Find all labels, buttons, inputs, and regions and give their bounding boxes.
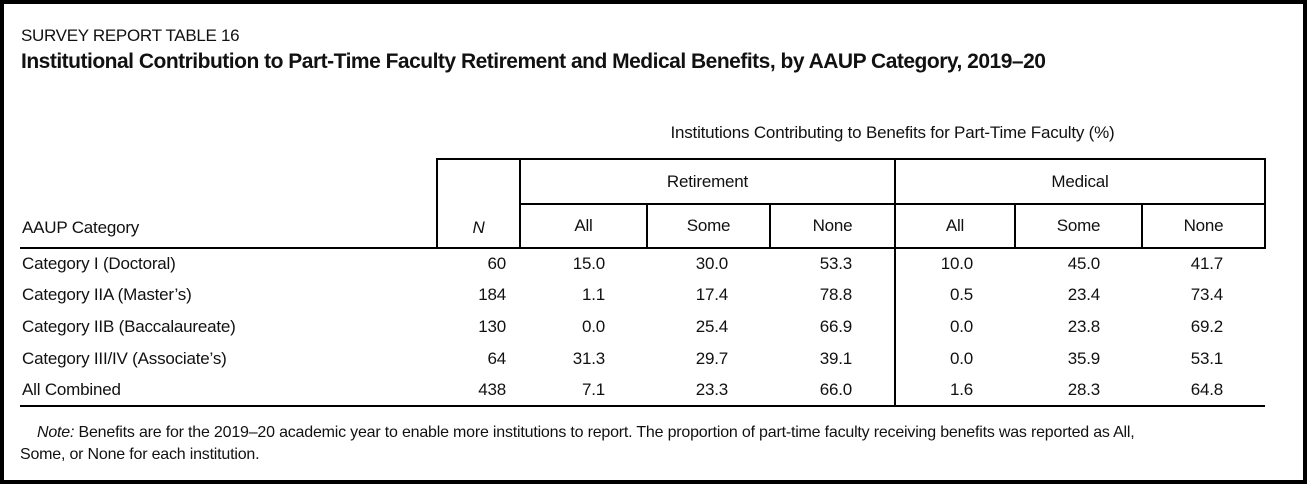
value-cell: 1.6 [895, 374, 1015, 406]
value-cell: 0.0 [895, 343, 1015, 375]
category-cell: Category III/IV (Associate’s) [22, 348, 227, 368]
table-row [20, 311, 1265, 343]
value-cell: 23.8 [1067, 316, 1100, 336]
table-caption: Institutions Contributing to Benefits for Part-Time Faculty (%) [670, 123, 1115, 142]
note-text: Benefits are for the 2019–20 academic year to enable more institutions to report. The proportion of part-time faculty receiving benefits was reported as All, Some, or None for each institution. [20, 424, 1135, 463]
table-row [20, 280, 1265, 312]
value-cell: 53.1 [1190, 348, 1224, 368]
value-cell: 29.7 [695, 348, 728, 368]
value-cell: 73.4 [1190, 285, 1224, 305]
value-cell: 66.0 [770, 374, 895, 406]
retirement-group-header: Retirement [520, 159, 895, 204]
table-row [20, 343, 1265, 375]
value-cell: 28.3 [1015, 374, 1142, 406]
retirement-none-header: None [770, 204, 895, 248]
value-cell: 78.8 [819, 285, 852, 305]
value-cell: 10.0 [895, 248, 1015, 280]
medical-group-header: Medical [895, 159, 1265, 204]
value-cell: 0.0 [895, 311, 1015, 343]
value-cell: 69.2 [1190, 316, 1224, 336]
n-cell: 438 [437, 374, 520, 406]
value-cell: 1.1 [581, 285, 605, 305]
category-cell: Category IIB (Baccalaureate) [22, 316, 236, 336]
medical-none-header: None [1142, 204, 1265, 248]
n-cell: 184 [478, 285, 506, 305]
benefits-table [20, 158, 1266, 407]
table-number-kicker: SURVEY REPORT TABLE 16 [21, 26, 240, 45]
value-cell: 15.0 [572, 254, 605, 274]
value-cell: 66.9 [819, 316, 852, 336]
category-cell: Category I (Doctoral) [22, 254, 176, 274]
value-cell: 30.0 [695, 254, 728, 274]
value-cell: 25.4 [695, 316, 728, 336]
table-body [20, 248, 1265, 406]
value-cell: 0.5 [895, 280, 1015, 312]
value-cell: 41.7 [1190, 254, 1224, 274]
n-cell: 60 [487, 254, 506, 274]
medical-some-header: Some [1015, 204, 1142, 248]
value-cell: 31.3 [572, 348, 605, 368]
category-column-header: AAUP Category [20, 159, 437, 248]
category-cell: Category IIA (Master’s) [22, 285, 192, 305]
value-cell: 23.4 [1067, 285, 1100, 305]
value-cell: 7.1 [520, 374, 647, 406]
medical-all-header: All [895, 204, 1015, 248]
value-cell: 53.3 [819, 254, 852, 274]
table-note [20, 422, 1170, 466]
value-cell: 0.0 [581, 316, 605, 336]
n-cell: 64 [487, 348, 506, 368]
retirement-all-header: All [520, 204, 647, 248]
group-header-row [20, 159, 1265, 204]
value-cell: 23.3 [647, 374, 770, 406]
value-cell: 39.1 [819, 348, 852, 368]
n-cell: 130 [478, 316, 506, 336]
note-label: Note: [37, 424, 75, 441]
category-cell: All Combined [20, 374, 437, 406]
page-title: Institutional Contribution to Part-Time Faculty Retirement and Medical Benefits, by AAUP Category, 2019–20 [21, 50, 1046, 73]
table-row [20, 374, 1265, 406]
value-cell: 17.4 [695, 285, 728, 305]
n-column-header: N [437, 159, 520, 248]
value-cell: 35.9 [1067, 348, 1100, 368]
value-cell: 45.0 [1067, 254, 1100, 274]
table-row [20, 248, 1265, 280]
value-cell: 64.8 [1142, 374, 1265, 406]
retirement-some-header: Some [647, 204, 770, 248]
